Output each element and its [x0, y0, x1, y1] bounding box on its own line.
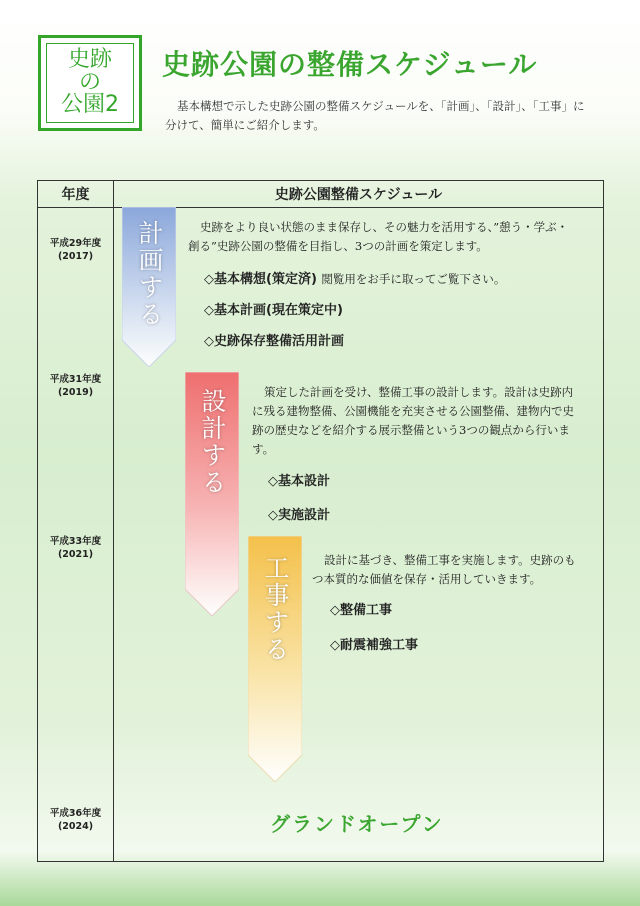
- year-era: 平成31年度: [49, 374, 102, 385]
- year-era: 平成29年度: [49, 238, 102, 249]
- phase-construction-item: ◇耐震補強工事: [330, 638, 418, 653]
- phase-plan-item: ◇基本計画(現在策定中): [204, 303, 343, 318]
- header-year: 年度: [61, 187, 90, 203]
- intro-text: 基本構想で示した史跡公園の整備スケジュールを、「計画」、「設計」、「工事」に分けて、簡単にご紹介します。: [165, 99, 585, 132]
- phase-design-item: ◇基本設計: [268, 474, 330, 489]
- logo-line-1: 史跡: [67, 47, 112, 73]
- phase-construction-label: 工事する: [261, 555, 290, 663]
- column-divider: [113, 181, 114, 861]
- logo-line-3: 公園2: [61, 92, 119, 118]
- item-note: 閲覧用をお手に取ってご覧下さい。: [321, 272, 506, 286]
- phase-construction-arrow: [248, 536, 302, 782]
- year-2017: [38, 237, 113, 263]
- logo: [38, 35, 142, 131]
- page-title: 史跡公園の整備スケジュール: [162, 48, 538, 81]
- year-era: 平成33年度: [49, 536, 102, 547]
- phase-plan-description: 史跡をより良い状態のまま保存し、その魅力を活用する、”憩う・学ぶ・創る”史跡公園の整備を目指し、3つの計画を策定します。: [188, 220, 569, 253]
- year-western: (2024): [57, 821, 94, 832]
- phase-design-description: 策定した計画を受け、整備工事の設計します。設計は史跡内に残る建物整備、公園機能を充実させる公園整備、建物内で史跡の歴史などを紹介する展示整備という3つの観点から行います。: [252, 385, 574, 456]
- phase-construction-item: ◇整備工事: [330, 603, 392, 618]
- year-western: (2021): [57, 549, 94, 560]
- phase-plan-arrow: [122, 207, 176, 367]
- phase-construction-description: 設計に基づき、整備工事を実施します。史跡のもつ本質的な価値を保存・活用していきます。: [312, 553, 576, 586]
- phase-plan-label: 計画する: [135, 220, 164, 328]
- year-2024: [38, 807, 113, 833]
- item-text: ◇基本構想(策定済): [204, 272, 317, 287]
- logo-line-2: の: [78, 69, 101, 95]
- year-western: (2017): [57, 251, 94, 262]
- phase-design-arrow: [185, 372, 239, 616]
- phase-plan-item: ◇史跡保存整備活用計画: [204, 334, 344, 349]
- year-2019: [38, 373, 113, 399]
- phase-plan-item: [204, 268, 505, 287]
- header-schedule: 史跡公園整備スケジュール: [274, 187, 443, 203]
- logo-frame: [46, 43, 134, 123]
- year-western: (2019): [57, 387, 94, 398]
- phase-design-label: 設計する: [198, 388, 227, 496]
- year-era: 平成36年度: [49, 808, 102, 819]
- phase-design-item: ◇実施設計: [268, 508, 330, 523]
- year-2021: [38, 535, 113, 561]
- grand-opening: グランドオープン: [270, 812, 444, 836]
